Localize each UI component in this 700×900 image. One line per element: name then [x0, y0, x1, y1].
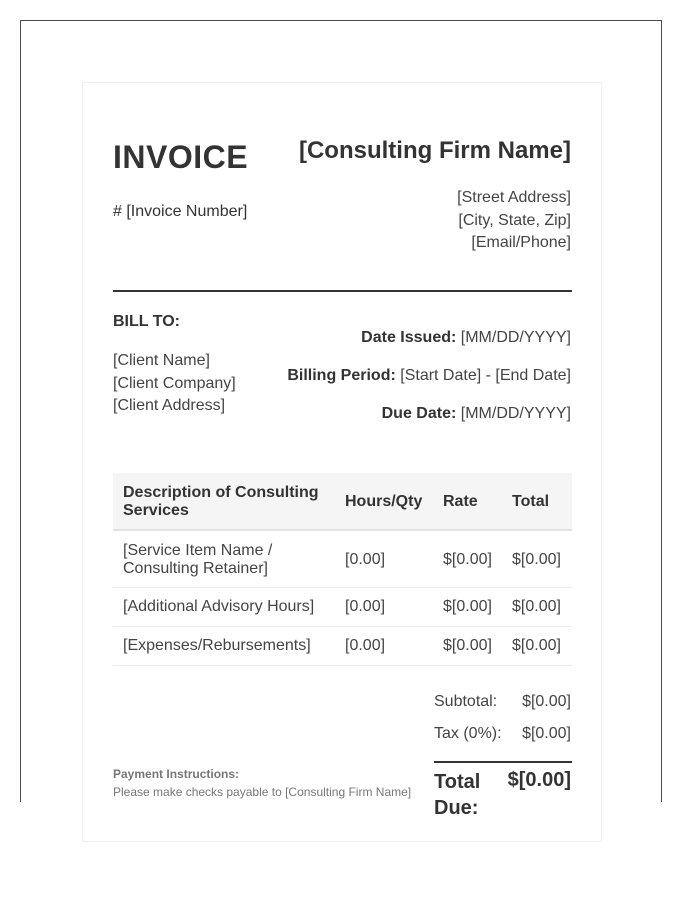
invoice-page: [82, 82, 602, 842]
billing-period: [287, 367, 571, 385]
header-divider: [113, 290, 572, 292]
table-header: [113, 473, 572, 531]
firm-contact: [Email/Phone]: [471, 234, 571, 251]
client-name: [Client Name]: [113, 352, 210, 369]
due-date-label: Due Date:: [381, 405, 457, 422]
table-row: [113, 588, 572, 627]
total-due-value: $[0.00]: [507, 769, 571, 791]
tax-label: Tax (0%):: [434, 725, 502, 742]
billing-period-value: [Start Date] - [End Date]: [400, 367, 571, 384]
row-description: [Expenses/Rebursements]: [123, 637, 311, 654]
header-total: Total: [512, 493, 550, 510]
row-rate: $[0.00]: [443, 637, 492, 654]
firm-city: [City, State, Zip]: [458, 211, 571, 229]
row-qty: [0.00]: [345, 598, 386, 615]
services-table: [113, 473, 572, 666]
tax-value: $[0.00]: [522, 725, 571, 742]
client-block: [113, 350, 236, 418]
date-issued-value: [MM/DD/YYYY]: [460, 329, 571, 346]
row-rate: $[0.00]: [443, 551, 492, 568]
bill-to-label: BILL TO:: [113, 313, 180, 330]
client-company: [Client Company]: [113, 374, 236, 392]
header-description: Description of Consulting Services: [123, 484, 319, 519]
payment-instructions-text: Please make checks payable to [Consulting Firm Name]: [113, 785, 412, 799]
subtotal-value: $[0.00]: [522, 693, 571, 710]
firm-street: [Street Address]: [457, 189, 571, 206]
payment-instructions-title: Payment Instructions:: [113, 767, 240, 781]
header-rate: Rate: [443, 493, 478, 510]
total-divider: [434, 761, 572, 763]
document-frame: [20, 20, 662, 819]
due-date-value: [MM/DD/YYYY]: [460, 405, 571, 422]
billing-period-label: Billing Period:: [287, 367, 396, 384]
due-date: [382, 405, 571, 423]
row-description: [Additional Advisory Hours]: [123, 598, 315, 615]
subtotal-label: Subtotal:: [434, 693, 498, 710]
row-total: $[0.00]: [512, 598, 561, 615]
firm-address-block: [457, 187, 571, 255]
row-rate: $[0.00]: [443, 598, 492, 615]
invoice-number: # [Invoice Number]: [113, 203, 248, 220]
client-address: [Client Address]: [113, 397, 226, 414]
invoice-title: INVOICE: [113, 139, 249, 175]
header-hours: Hours/Qty: [345, 493, 423, 510]
table-row: [113, 531, 572, 588]
firm-name: [Consulting Firm Name]: [298, 137, 571, 164]
date-issued-label: Date Issued:: [361, 329, 457, 346]
total-due-label: Total Due:: [434, 771, 481, 819]
row-qty: [0.00]: [345, 637, 386, 654]
row-description: [Service Item Name / Consulting Retainer]: [123, 542, 273, 577]
row-total: $[0.00]: [512, 637, 561, 654]
date-issued: [361, 329, 571, 347]
row-qty: [0.00]: [345, 551, 386, 568]
row-total: $[0.00]: [512, 551, 561, 568]
table-row: [113, 627, 572, 666]
